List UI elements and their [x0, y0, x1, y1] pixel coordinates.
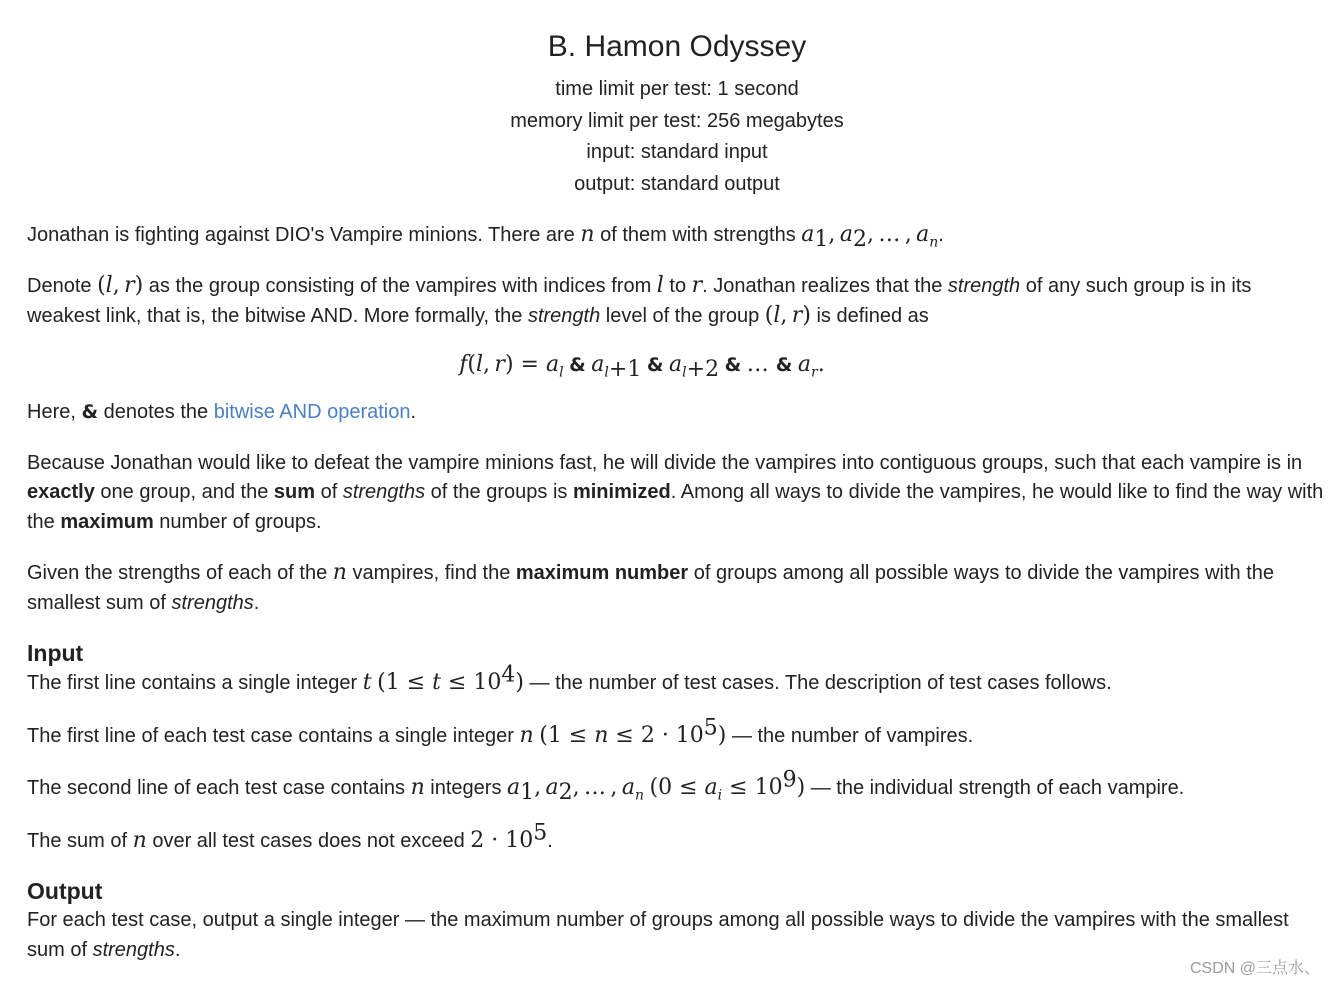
- input-file: input: standard input: [586, 141, 768, 163]
- input-line-2: The first line of each test case contains a single integer n $(1 \le n \le 2 \cdot 10^5)$ — the number of vampires.: [27, 714, 974, 748]
- output-file: output: standard output: [574, 172, 780, 195]
- input-line-3: The second line of each test case contains n integers $a_1$, $a_2$, … , $a_n$ $(0 \le a_i \le 10^9)$ — the individual strength of each vampire.: [27, 767, 1185, 805]
- problem-title: B. Hamon Odyssey: [547, 30, 807, 63]
- statement-paragraph-5: Given the strengths of each of the n vampires, find the maximum number of groups among all possible ways to divide the vampires with the smallest sum of strengths.: [27, 560, 1275, 614]
- memory-limit: memory limit per test: 256 megabytes: [510, 109, 844, 132]
- strength-formula: f(l, $r) = a_l$ & $a_{l+1}$ & $a_{l+2}$ & … & $a_r$.: [459, 351, 825, 382]
- problem-header: [27, 30, 1327, 200]
- input-line-1: The first line contains a single integer t $(1 \le t \le 10^4)$ — the number of test cases. The description of test cases follows.: [27, 662, 1112, 695]
- problem-statement: [27, 0, 1327, 965]
- time-limit: time limit per test: 1 second: [555, 78, 799, 100]
- bitwise-and-link[interactable]: bitwise AND operation: [213, 401, 411, 423]
- statement-paragraph-3: Here, & denotes the bitwise AND operation.: [27, 401, 417, 423]
- input-section-title: Input: [27, 640, 84, 666]
- output-section-title: Output: [27, 878, 103, 904]
- input-line-4: The sum of n over all test cases does not exceed $2 \cdot 10^5$.: [27, 819, 553, 853]
- statement-paragraph-1: Jonathan is fighting against DIO's Vampire minions. There are n of them with strengths $a_1$, $a_2$, … , $a_n$.: [27, 222, 944, 252]
- statement-paragraph-4: Because Jonathan would like to defeat the vampire minions fast, he will divide the vampires into contiguous groups, such that each vampire is in exactly one group, and the sum of strengths of the groups is minimized. Among all ways to divide the vampires, he would like to find the way with the maximum number of groups.: [27, 451, 1324, 533]
- csdn-watermark: CSDN @三点水、: [1189, 960, 1320, 977]
- output-description: For each test case, output a single integer — the maximum number of groups among all possible ways to divide the vampires with the smallest sum of strengths.: [27, 909, 1289, 961]
- statement-paragraph-2: Denote (l, r) as the group consisting of the vampires with indices from l to r. Jonathan realizes that the strength of any such group is in its weakest link, that is, the bitwise AND. More formally, the strength level of the group (l, r) is defined as: [27, 272, 1252, 328]
